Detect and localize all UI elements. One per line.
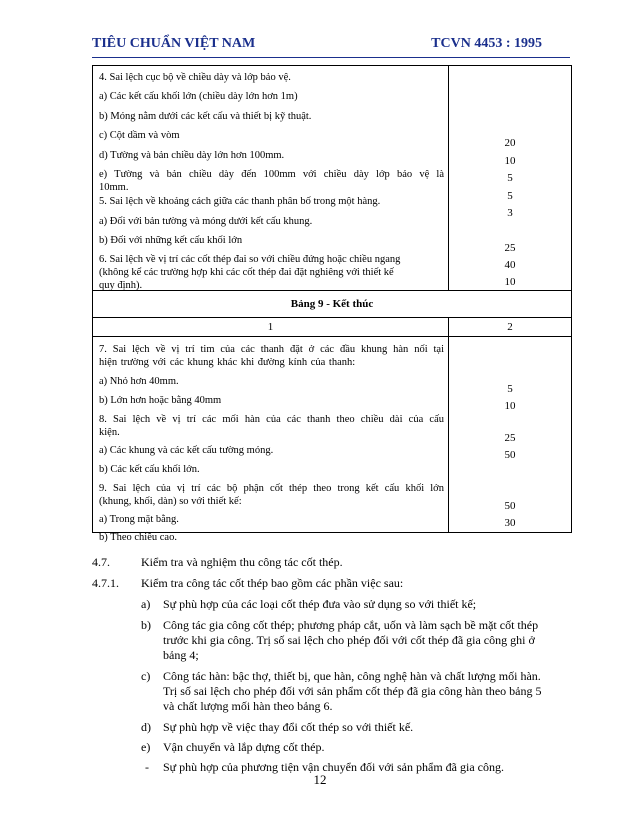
list-item-line: và chất lượng mối hàn theo bảng 6. xyxy=(163,699,333,713)
list-item-line: Sự phù hợp của phương tiện vận chuyển đối với sản phẩm đã gia công. xyxy=(163,760,504,774)
table-line: quy định). xyxy=(99,280,143,291)
section-heading: Kiểm tra và nghiệm thu công tác cốt thép. xyxy=(141,555,343,569)
list-item-line: Công tác hàn: bậc thợ, thiết bị, que hàn, công nghệ hàn và chất lượng mối hàn. xyxy=(163,669,541,683)
tolerance-table xyxy=(92,65,572,543)
description-cell xyxy=(93,337,449,543)
table-caption: Bảng 9 - Kết thúc xyxy=(290,298,374,310)
column-header-row xyxy=(93,318,571,337)
table-row-top xyxy=(93,66,571,291)
table-line: b) Các kết cấu khối lớn. xyxy=(99,464,200,475)
table-line: b) Đối với những kết cấu khối lớn xyxy=(99,235,243,246)
table-line: 8. Sai lệch về vị trí các mối hàn của các thanh theo chiều dài của cấu xyxy=(99,414,444,425)
table-line: 10mm. xyxy=(99,182,129,193)
section-number: 4.7.1. xyxy=(92,576,119,590)
section-number: 4.7. xyxy=(92,555,110,569)
standard-title: TIÊU CHUẨN VIỆT NAM xyxy=(92,36,256,51)
tolerance-value: 40 xyxy=(504,259,516,271)
table-line: 4. Sai lệch cục bộ về chiều dày và lớp bảo vệ. xyxy=(99,72,291,83)
list-item-line: trước khi gia công. Trị số sai lệch cho phép đối với cốt thép đã gia công ghi ở xyxy=(163,633,535,647)
table-line: hiện trường với các khung khác khi đường kính của thanh: xyxy=(99,357,356,368)
tolerance-value: 20 xyxy=(504,137,516,149)
table-line: kiện. xyxy=(99,427,120,438)
column-header-1: 1 xyxy=(93,318,449,336)
tolerance-value: 5 xyxy=(507,383,513,395)
list-item-line: Sự phù hợp của các loại cốt thép đưa vào sử dụng so với thiết kế; xyxy=(163,597,477,611)
list-item-line: Sự phù hợp về việc thay đổi cốt thép so với thiết kế. xyxy=(163,720,414,734)
list-marker: e) xyxy=(141,740,151,754)
table-line: (không kể các trường hợp khi các cốt thép đai đặt nghiêng với thiết kế xyxy=(99,267,394,278)
table-line: a) Các kết cấu khối lớn (chiều dày lớn hơn 1m) xyxy=(99,91,298,102)
table-line: c) Cột dầm và vòm xyxy=(99,130,180,141)
table-line: a) Đối với bản tường và móng dưới kết cấu khung. xyxy=(99,216,313,227)
tolerance-value: 25 xyxy=(504,242,516,254)
table-line: b) Móng nằm dưới các kết cấu và thiết bị kỹ thuật. xyxy=(99,111,312,122)
tolerance-value: 10 xyxy=(504,155,516,167)
list-item-line: Công tác gia công cốt thép; phương pháp cắt, uốn và làm sạch bề mặt cốt thép xyxy=(163,618,539,632)
tolerance-value: 10 xyxy=(504,400,516,412)
standard-code: TCVN 4453 : 1995 xyxy=(431,36,542,51)
table-line: a) Các khung và các kết cấu tường móng. xyxy=(99,445,274,456)
page-number: 12 xyxy=(313,772,327,787)
column-header-2: 2 xyxy=(507,321,513,333)
list-marker: a) xyxy=(141,597,151,611)
list-marker: d) xyxy=(141,720,151,734)
table-line: 9. Sai lệch của vị trí các bộ phận cốt thép theo trong kết cấu khối lớn xyxy=(99,483,444,494)
table-line: b) Theo chiều cao. xyxy=(99,532,177,543)
tolerance-value: 5 xyxy=(507,172,513,184)
table-line: 6. Sai lệch về vị trí các cốt thép đai so với chiều đứng hoặc chiều ngang xyxy=(99,254,401,265)
header-rule xyxy=(92,57,570,58)
tolerance-value: 25 xyxy=(504,432,516,444)
table-line: a) Nhỏ hơn 40mm. xyxy=(99,376,179,387)
tolerance-value: 10 xyxy=(504,276,516,288)
tolerance-value: 50 xyxy=(504,449,516,461)
list-item-line: Vận chuyển và lắp dựng cốt thép. xyxy=(163,740,325,754)
description-cell xyxy=(93,66,449,290)
section-heading: Kiểm tra công tác cốt thép bao gồm các phần việc sau: xyxy=(141,576,404,590)
table-line: d) Tường và bản chiều dày lớn hơn 100mm. xyxy=(99,150,285,161)
table-row-bottom xyxy=(93,337,571,543)
table-line: a) Trong mặt bằng. xyxy=(99,514,179,525)
table-line: e) Tường và bản chiều dày đến 100mm với chiều dày lớp bảo vệ là xyxy=(99,169,444,180)
tolerance-value: 50 xyxy=(504,500,516,512)
list-marker: c) xyxy=(141,669,151,683)
list-item-line: bảng 4; xyxy=(163,648,199,662)
tolerance-value: 3 xyxy=(507,207,513,219)
tolerance-value: 30 xyxy=(504,517,516,529)
table-line: b) Lớn hơn hoặc bằng 40mm xyxy=(99,395,222,406)
list-item-line: Trị số sai lệch cho phép đối với sản phẩm cốt thép đã gia công hàn theo bảng 5 xyxy=(163,684,542,698)
tolerance-value: 5 xyxy=(507,190,513,202)
table-line: 7. Sai lệch về vị trí tim của các thanh đặt ở các đầu khung hàn nối tại xyxy=(99,344,444,355)
table-line: 5. Sai lệch về khoảng cách giữa các thanh phân bố trong một hàng. xyxy=(99,196,381,207)
list-marker: - xyxy=(145,760,149,774)
page-header xyxy=(92,36,542,56)
table-caption-row xyxy=(93,291,571,318)
list-marker: b) xyxy=(141,618,151,632)
table-line: (khung, khối, dàn) so với thiết kế: xyxy=(99,496,242,507)
